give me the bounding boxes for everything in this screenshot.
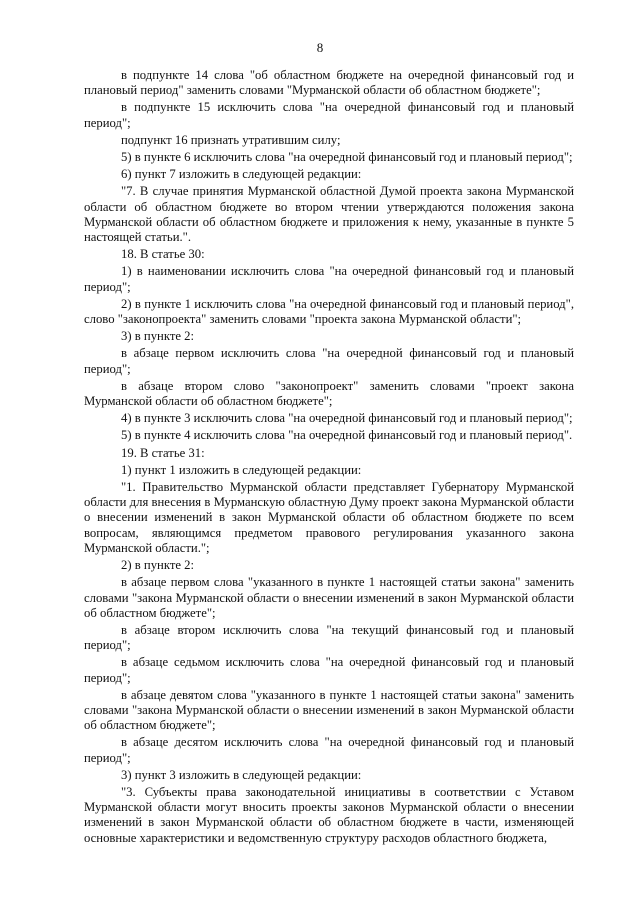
paragraph: 3) пункт 3 изложить в следующей редакции: (121, 767, 362, 782)
paragraph: 18. В статье 30: (121, 247, 205, 262)
paragraph: в абзаце седьмом исключить слова "на очередной финансовый год и плановый период"; (84, 655, 574, 685)
paragraph: 3) в пункте 2: (121, 329, 195, 344)
paragraph: в подпункте 15 исключить слова "на очередной финансовый год и плановый период"; (84, 100, 574, 130)
paragraph: 1) пункт 1 изложить в следующей редакции: (121, 462, 362, 477)
paragraph: 6) пункт 7 изложить в следующей редакции: (121, 167, 362, 182)
paragraph: в абзаце десятом исключить слова "на очередной финансовый год и плановый период"; (84, 735, 574, 765)
paragraph: "1. Правительство Мурманской области представляет Губернатору Мурманской области для внесения в Мурманскую областную Думу проект закона Мурманской области о внесении изменений в закон Мурманской области об областном бюджете по всем вопросам, являющимся предметом правового регулирования указанного закона Мурманской области."; (84, 480, 574, 555)
paragraph: 5) в пункте 6 исключить слова "на очередной финансовый год и плановый период"; (121, 150, 573, 165)
paragraph: "3. Субъекты права законодательной инициативы в соответствии с Уставом Мурманской области могут вносить проекты законов Мурманской области о внесении изменений в закон Мурманской области об областном бюджете в части, изменяющей основные характеристики и ведомственную структуру расходов областного бюджета, (84, 784, 574, 845)
paragraph: в абзаце первом исключить слова "на очередной финансовый год и плановый период"; (84, 346, 574, 376)
document-body (84, 68, 574, 848)
paragraph: 2) в пункте 1 исключить слова "на очередной финансовый год и плановый период", слово "законопроекта" заменить словами "проекта закона Мурманской области"; (84, 296, 574, 327)
paragraph: в абзаце втором слово "законопроект" заменить словами "проект закона Мурманской области об областном бюджете"; (84, 378, 574, 409)
paragraph: в абзаце втором исключить слова "на текущий финансовый год и плановый период"; (84, 622, 574, 653)
paragraph: подпункт 16 признать утратившим силу; (121, 132, 341, 147)
paragraph: в абзаце девятом слова "указанного в пункте 1 настоящей статьи закона" заменить словами "закона Мурманской области о внесении изменений в закон Мурманской области об областном бюджете"; (84, 687, 574, 733)
paragraph: 5) в пункте 4 исключить слова "на очередной финансовый год и плановый период". (121, 428, 573, 443)
paragraph: 4) в пункте 3 исключить слова "на очередной финансовый год и плановый период"; (121, 411, 573, 426)
paragraph: в абзаце первом слова "указанного в пункте 1 настоящей статьи закона" заменить словами "закона Мурманской области о внесении изменений в закон Мурманской области об областном бюджете"; (84, 575, 574, 620)
paragraph: 19. В статье 31: (121, 445, 205, 460)
paragraph: "7. В случае принятия Мурманской областной Думой проекта закона Мурманской области об областном бюджете во втором чтении утверждаются положения закона Мурманской области об областном бюджете и приложения к нему, указанные в пункте 5 настоящей статьи.". (84, 184, 574, 245)
page-number: 8 (316, 40, 324, 55)
paragraph: 1) в наименовании исключить слова "на очередной финансовый год и плановый период"; (84, 264, 574, 294)
paragraph: 2) в пункте 2: (121, 558, 195, 573)
paragraph: в подпункте 14 слова "об областном бюджете на очередной финансовый год и плановый период" заменить словами "Мурманской области об областном бюджете"; (84, 68, 574, 98)
